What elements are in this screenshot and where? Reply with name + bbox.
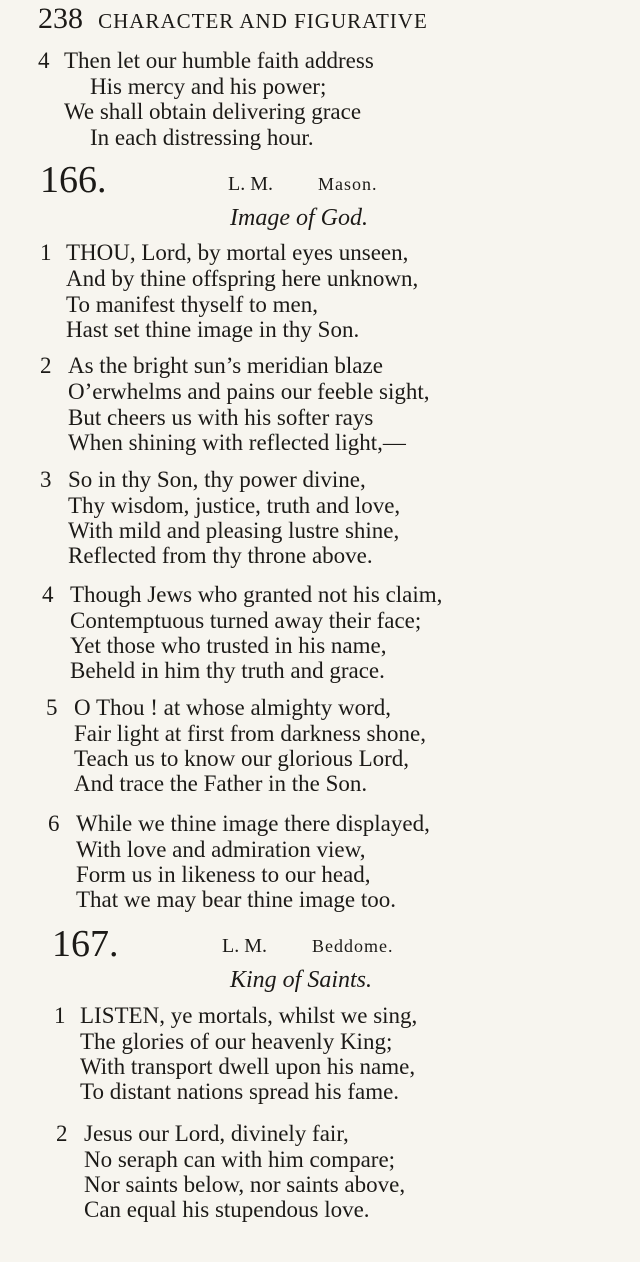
verse-line: And trace the Father in the Son. <box>74 771 368 796</box>
verse-number: 4 <box>38 48 50 73</box>
page-number: 238 <box>38 2 83 35</box>
verse-number: 5 <box>46 695 58 720</box>
verse-line: Hast set thine image in thy Son. <box>66 317 360 342</box>
verse-line: But cheers us with his softer rays <box>68 405 374 430</box>
hymn-number: 166. <box>40 159 107 201</box>
verse-line: Yet those who trusted in his name, <box>70 633 387 658</box>
verse-line: To manifest thyself to men, <box>66 292 318 317</box>
verse-line: Reflected from thy throne above. <box>68 543 373 568</box>
verse-line: Can equal his stupendous love. <box>84 1197 370 1222</box>
verse-line: With transport dwell upon his name, <box>80 1054 416 1079</box>
verse-line: O Thou ! at whose almighty word, <box>74 695 392 720</box>
verse-line: THOU, Lord, by mortal eyes unseen, <box>66 240 409 265</box>
hymn-tune: Beddome. <box>312 936 394 956</box>
verse-number: 2 <box>56 1121 68 1146</box>
verse-line: Though Jews who granted not his claim, <box>70 582 443 607</box>
verse-line: The glories of our heavenly King; <box>80 1029 393 1054</box>
page-header <box>38 2 638 36</box>
verse-line: Jesus our Lord, divinely fair, <box>84 1121 349 1146</box>
verse-line: So in thy Son, thy power divine, <box>68 467 366 492</box>
hymn-title: Image of God. <box>230 205 368 231</box>
verse-line: Nor saints below, nor saints above, <box>84 1172 406 1197</box>
verse-line: In each distressing hour. <box>90 125 314 150</box>
verse-line: To distant nations spread his fame. <box>80 1079 400 1104</box>
hymn-tune: Mason. <box>318 174 378 194</box>
verse-number: 2 <box>40 353 52 378</box>
verse-line: O’erwhelms and pains our feeble sight, <box>68 379 430 404</box>
verse-line: Beheld in him thy truth and grace. <box>70 658 385 683</box>
verse-line: His mercy and his power; <box>90 74 327 99</box>
verse-number: 1 <box>54 1003 66 1028</box>
verse-line: Contemptuous turned away their face; <box>70 608 422 633</box>
verse-line: We shall obtain delivering grace <box>64 99 362 124</box>
hymn-title: King of Saints. <box>230 967 373 993</box>
verse-line: While we thine image there displayed, <box>76 811 430 836</box>
hymn-meter: L. M. <box>222 935 267 957</box>
verse-line: With mild and pleasing lustre shine, <box>68 518 400 543</box>
verse-number: 1 <box>40 240 52 265</box>
verse-line: As the bright sun’s meridian blaze <box>68 353 383 378</box>
hymn-number: 167. <box>52 923 119 965</box>
running-head: CHARACTER AND FIGURATIVE <box>98 9 428 33</box>
verse-line: Fair light at first from darkness shone, <box>74 721 426 746</box>
verse-line: When shining with reflected light,— <box>68 430 406 455</box>
verse-number: 3 <box>40 467 52 492</box>
verse-number: 6 <box>48 811 60 836</box>
verse-line: Then let our humble faith address <box>64 48 374 73</box>
verse-line: With love and admiration view, <box>76 837 366 862</box>
verse-line: That we may bear thine image too. <box>76 887 396 912</box>
verse-number: 4 <box>42 582 54 607</box>
verse-line: No seraph can with him compare; <box>84 1147 396 1172</box>
hymn-meter: L. M. <box>228 173 273 195</box>
verse-line: LISTEN, ye mortals, whilst we sing, <box>80 1003 418 1028</box>
verse-line: Teach us to know our glorious Lord, <box>74 746 410 771</box>
verse-line: Thy wisdom, justice, truth and love, <box>68 493 401 518</box>
verse-line: Form us in likeness to our head, <box>76 862 371 887</box>
verse-line: And by thine offspring here unknown, <box>66 266 419 291</box>
